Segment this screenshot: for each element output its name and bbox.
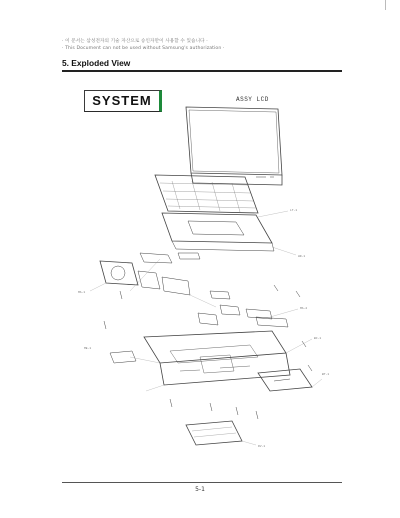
bottom-base: [144, 331, 286, 363]
exploded-view-drawing: [60, 95, 340, 475]
top-cover: [162, 213, 272, 243]
svg-text:BC-1: BC-1: [314, 337, 322, 340]
header-rule: [62, 70, 342, 72]
page-edge-mark: [385, 0, 386, 10]
lcd-panel: [186, 107, 282, 175]
confidentiality-notice-korean: · 이 문서는 삼성전자의 기술 자산으로 승인자만이 사용할 수 있습니다 ·: [62, 39, 208, 44]
heatsink: [162, 277, 190, 295]
io-board: [110, 351, 136, 363]
svg-text:MA-1: MA-1: [78, 291, 86, 294]
svg-text:LT-1: LT-1: [290, 209, 298, 212]
footer-rule: [62, 482, 342, 483]
memory-module: [246, 309, 272, 319]
bottom-door: [186, 421, 242, 445]
assy-lcd-callout: ASSY LCD: [236, 96, 269, 103]
svg-text:MA-2: MA-2: [300, 307, 308, 310]
svg-text:HD-1: HD-1: [298, 255, 306, 258]
battery-pack: [258, 369, 312, 391]
confidentiality-notice-english: · This Document can not be used without Samsung's authorization ·: [62, 46, 225, 51]
page-number: 5-1: [195, 486, 205, 493]
section-title: 5. Exploded View: [62, 58, 131, 68]
sub-board: [140, 253, 172, 263]
svg-text:DV-1: DV-1: [258, 445, 266, 448]
system-label-box: SYSTEM: [84, 90, 162, 112]
svg-text:ME-1: ME-1: [84, 347, 92, 350]
fan-assembly: [100, 261, 138, 285]
svg-text:BT-1: BT-1: [322, 373, 330, 376]
keyboard: [155, 175, 258, 213]
